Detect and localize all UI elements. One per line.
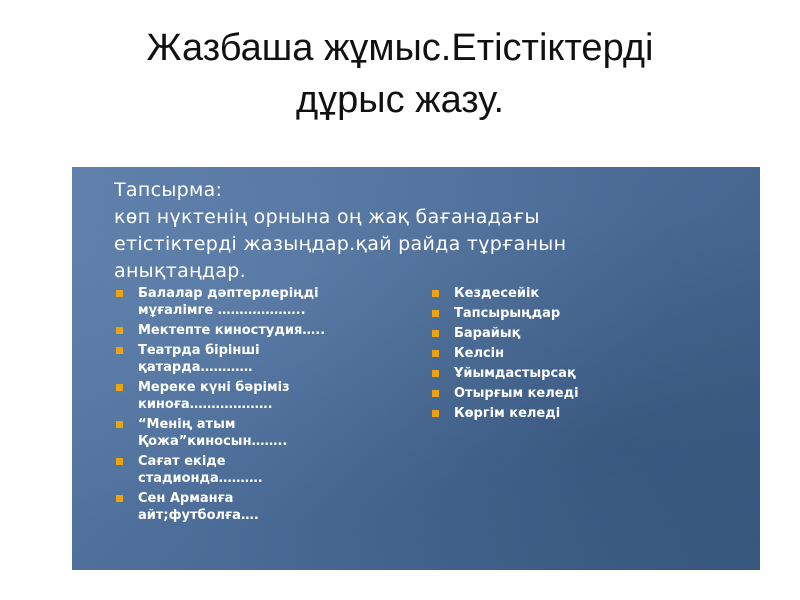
square-bullet-icon <box>116 290 123 297</box>
square-bullet-icon <box>432 310 439 317</box>
task-line: анықтаңдар. <box>114 260 246 282</box>
verb-list <box>430 285 730 425</box>
square-bullet-icon <box>432 350 439 357</box>
square-bullet-icon <box>116 495 123 502</box>
square-bullet-icon <box>116 327 123 334</box>
task-line: етістіктерді жазыңдар.қай райда тұрғанын <box>114 233 567 255</box>
slide-title-line-2: дұрыс жазу. <box>295 79 505 121</box>
slide-title <box>60 22 740 126</box>
list-item: Мектепте киностудия….. <box>114 322 384 339</box>
list-item: Тапсырыңдар <box>430 305 730 322</box>
square-bullet-icon <box>116 421 123 428</box>
list-item: Сен Арманға айт;футболға…. <box>114 490 384 524</box>
task-line: көп нүктенің орнына оң жақ бағанадағы <box>114 206 540 228</box>
list-item: Келсін <box>430 345 730 362</box>
list-item: Ұйымдастырсақ <box>430 365 730 382</box>
square-bullet-icon <box>432 290 439 297</box>
square-bullet-icon <box>116 458 123 465</box>
list-item: Көргім келеді <box>430 405 730 422</box>
square-bullet-icon <box>432 330 439 337</box>
sentence-list <box>114 285 384 527</box>
list-item: Балалар дәптерлеріңді мұғалімге ……………….. <box>114 285 384 319</box>
task-text <box>114 177 734 285</box>
content-panel <box>72 167 760 570</box>
slide-title-line-1: Жазбаша жұмыс.Етістіктерді <box>146 27 654 69</box>
list-item: Кездесейік <box>430 285 730 302</box>
square-bullet-icon <box>116 347 123 354</box>
list-item: “Менің атым Қожа”киносын…….. <box>114 416 384 450</box>
task-heading: Тапсырма: <box>114 179 223 201</box>
square-bullet-icon <box>432 370 439 377</box>
list-item: Мереке күні бәріміз киноға………………. <box>114 379 384 413</box>
square-bullet-icon <box>116 384 123 391</box>
square-bullet-icon <box>432 410 439 417</box>
list-item: Отырғым келеді <box>430 385 730 402</box>
list-item: Сағат екіде стадионда………. <box>114 453 384 487</box>
list-item: Барайық <box>430 325 730 342</box>
list-item: Театрда бірінші қатарда………… <box>114 342 384 376</box>
square-bullet-icon <box>432 390 439 397</box>
